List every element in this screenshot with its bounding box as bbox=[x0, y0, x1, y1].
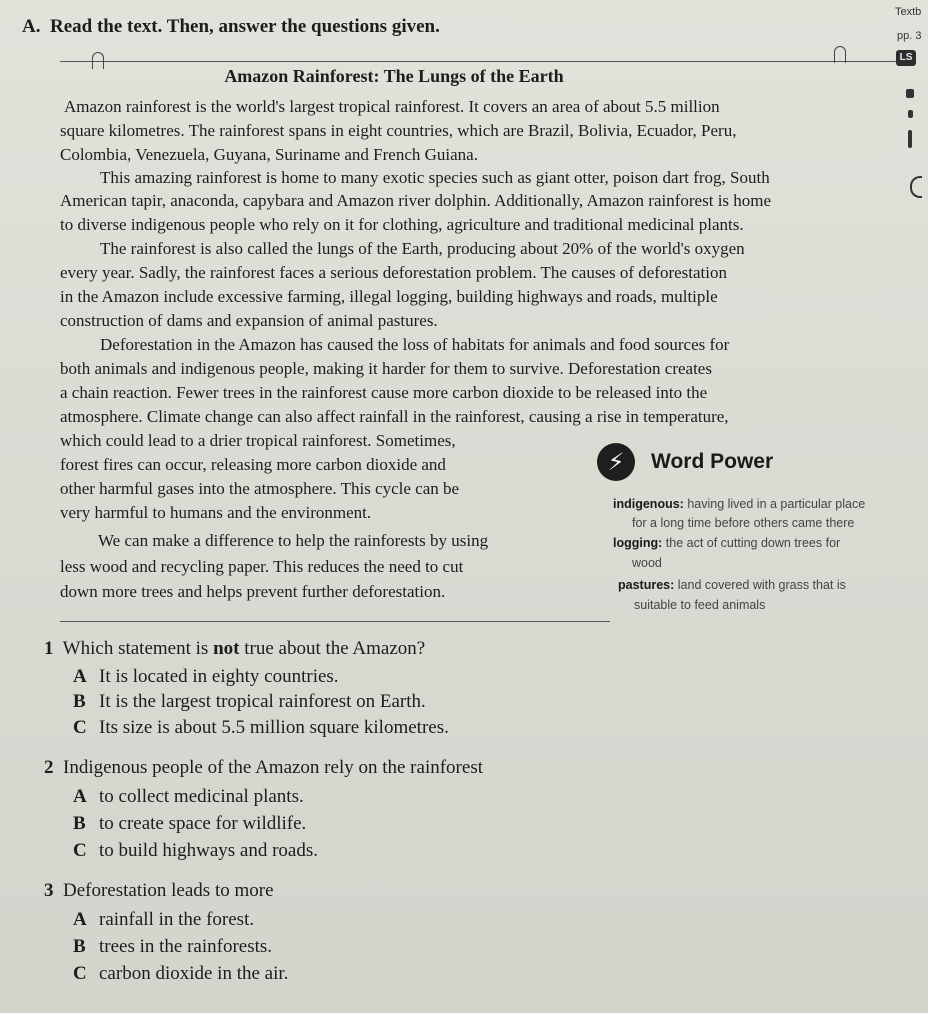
option-letter: C bbox=[73, 963, 87, 984]
option-letter: C bbox=[73, 840, 87, 861]
passage-line: construction of dams and expansion of animal pastures. bbox=[60, 311, 438, 330]
ls-badge: LS bbox=[896, 50, 916, 66]
option-letter: A bbox=[73, 666, 87, 687]
option-text: rainfall in the forest. bbox=[99, 909, 255, 930]
question-2 bbox=[44, 757, 483, 779]
answer-option[interactable] bbox=[73, 909, 254, 931]
glossary-term: logging: bbox=[613, 536, 663, 550]
passage-title: Amazon Rainforest: The Lungs of the Earth bbox=[224, 66, 564, 86]
edge-mark-icon bbox=[906, 89, 914, 98]
edge-mark-icon bbox=[908, 110, 913, 118]
glossary-term: indigenous: bbox=[613, 497, 684, 511]
edge-mark-icon bbox=[908, 130, 912, 148]
passage-line: Amazon rainforest is the world's largest tropical rainforest. It covers an area of about 5.5 million bbox=[64, 97, 720, 116]
glossary-term: pastures: bbox=[618, 578, 675, 592]
question-3 bbox=[44, 880, 274, 902]
question-number: 1 bbox=[44, 638, 54, 659]
passage-line: less wood and recycling paper. This reduces the need to cut bbox=[60, 557, 464, 576]
side-note-pages: pp. 3 bbox=[897, 30, 922, 42]
question-number: 3 bbox=[44, 880, 54, 901]
passage-frame-top bbox=[60, 61, 896, 62]
answer-option[interactable] bbox=[73, 813, 306, 835]
glossary-entry bbox=[613, 536, 840, 550]
passage-line: atmosphere. Climate change can also affect rainfall in the rainforest, causing a rise in temperature, bbox=[60, 407, 729, 426]
question-stem: true about the Amazon? bbox=[239, 638, 426, 659]
answer-option[interactable] bbox=[73, 717, 449, 739]
option-text: Its size is about 5.5 million square kilometres. bbox=[99, 717, 449, 738]
passage-line: Colombia, Venezuela, Guyana, Suriname and French Guiana. bbox=[60, 145, 478, 164]
passage-line: forest fires can occur, releasing more carbon dioxide and bbox=[60, 455, 446, 474]
answer-option[interactable] bbox=[73, 666, 339, 688]
binder-hook-icon bbox=[834, 46, 846, 63]
passage-line: in the Amazon include excessive farming, illegal logging, building highways and roads, multiple bbox=[60, 287, 718, 306]
passage-line: square kilometres. The rainforest spans in eight countries, which are Brazil, Bolivia, Ecuador, Peru, bbox=[60, 121, 737, 140]
question-stem: Which statement is bbox=[62, 638, 214, 659]
passage-line: both animals and indigenous people, making it harder for them to survive. Deforestation creates bbox=[60, 359, 712, 378]
option-text: It is the largest tropical rainforest on Earth. bbox=[99, 691, 426, 712]
option-letter: A bbox=[73, 786, 87, 807]
question-1 bbox=[44, 638, 425, 660]
passage-line: which could lead to a drier tropical rainforest. Sometimes, bbox=[60, 431, 456, 450]
section-heading bbox=[22, 16, 440, 38]
question-stem: Deforestation leads to more bbox=[63, 880, 274, 901]
glossary-definition: having lived in a particular place bbox=[687, 497, 866, 511]
option-letter: B bbox=[73, 813, 86, 834]
option-letter: A bbox=[73, 909, 87, 930]
instruction-text: Read the text. Then, answer the questions given. bbox=[49, 16, 440, 37]
passage-line: other harmful gases into the atmosphere. This cycle can be bbox=[60, 479, 460, 498]
passage-line: to diverse indigenous people who rely on it for clothing, agriculture and traditional medicinal plants. bbox=[60, 215, 744, 234]
passage-line: The rainforest is also called the lungs of the Earth, producing about 20% of the world's oxygen bbox=[100, 239, 745, 258]
section-label: A. bbox=[22, 16, 41, 37]
passage-line: every year. Sadly, the rainforest faces a serious deforestation problem. The causes of deforestation bbox=[60, 263, 728, 282]
passage-line: down more trees and helps prevent further deforestation. bbox=[60, 582, 446, 601]
lightning-icon: ⚡ bbox=[597, 443, 635, 481]
option-text: It is located in eighty countries. bbox=[99, 666, 339, 687]
glossary-definition-cont: suitable to feed animals bbox=[634, 598, 766, 612]
glossary-entry bbox=[613, 497, 865, 511]
answer-option[interactable] bbox=[73, 963, 288, 985]
answer-option[interactable] bbox=[73, 840, 318, 862]
passage-line: This amazing rainforest is home to many exotic species such as giant otter, poison dart frog, South bbox=[100, 168, 770, 187]
glossary-definition-cont: for a long time before others came there bbox=[632, 516, 855, 530]
passage-line: We can make a difference to help the rainforests by using bbox=[98, 531, 489, 550]
answer-option[interactable] bbox=[73, 786, 304, 808]
option-letter: C bbox=[73, 717, 87, 738]
passage-line: very harmful to humans and the environment. bbox=[60, 503, 372, 522]
glossary-definition-cont: wood bbox=[632, 556, 662, 570]
glossary-definition: land covered with grass that is bbox=[677, 578, 846, 592]
passage-line: Deforestation in the Amazon has caused the loss of habitats for animals and food sources for bbox=[100, 335, 730, 354]
answer-option[interactable] bbox=[73, 936, 272, 958]
option-text: to collect medicinal plants. bbox=[99, 786, 304, 807]
side-note-textbook: Textb bbox=[895, 6, 922, 18]
option-text: carbon dioxide in the air. bbox=[99, 963, 289, 984]
answer-option[interactable] bbox=[73, 691, 426, 713]
option-letter: B bbox=[73, 936, 86, 957]
glossary-definition: the act of cutting down trees for bbox=[665, 536, 841, 550]
edge-bracket-icon bbox=[910, 176, 922, 198]
word-power-title: Word Power bbox=[651, 450, 774, 473]
passage-line: a chain reaction. Fewer trees in the rainforest cause more carbon dioxide to be released into the bbox=[60, 383, 708, 402]
option-text: trees in the rainforests. bbox=[99, 936, 273, 957]
question-stem: Indigenous people of the Amazon rely on the rainforest bbox=[63, 757, 483, 778]
option-text: to create space for wildlife. bbox=[99, 813, 307, 834]
option-letter: B bbox=[73, 691, 86, 712]
passage-line: American tapir, anaconda, capybara and Amazon river dolphin. Additionally, Amazon rainforest is home bbox=[60, 191, 772, 210]
option-text: to build highways and roads. bbox=[99, 840, 319, 861]
question-number: 2 bbox=[44, 757, 54, 778]
passage-frame-bottom bbox=[60, 621, 610, 622]
glossary-entry bbox=[618, 578, 846, 592]
question-stem-emphasis: not bbox=[213, 638, 240, 659]
